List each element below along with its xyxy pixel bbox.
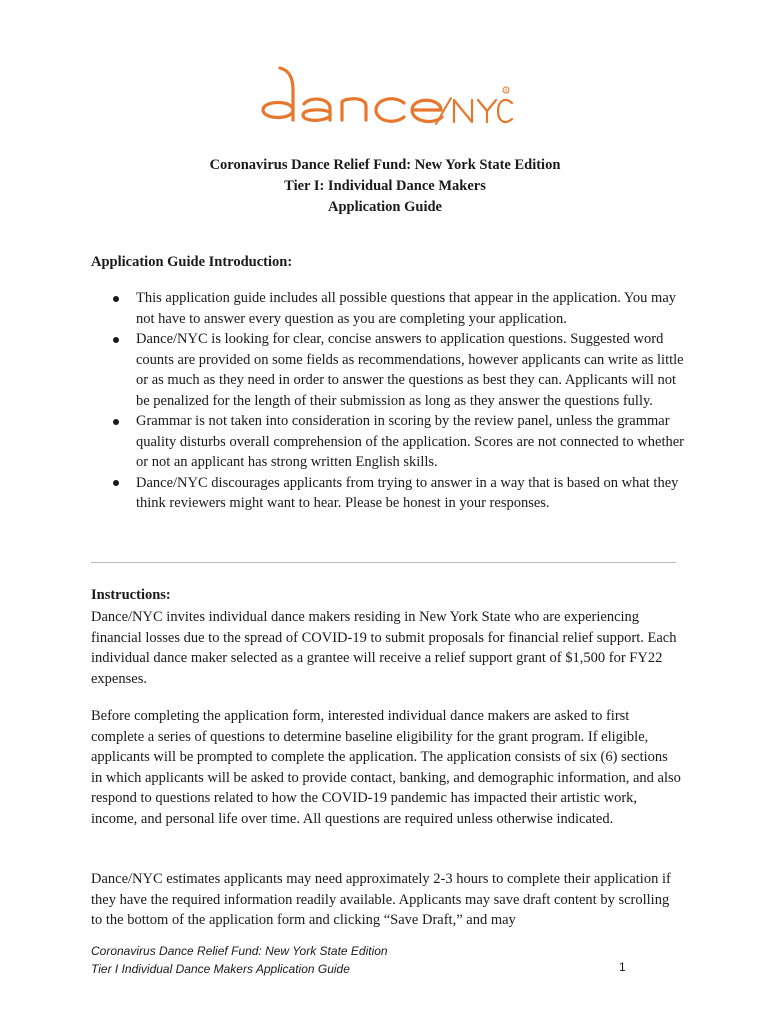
bullet-text: Grammar is not taken into consideration in scoring by the review panel, unless the grammar quality disturbs overall comprehension of the application. Scores are not connected to whether or not an applicant has strong written English skills. [136,413,685,470]
list-item [91,288,687,329]
bullet-text: This application guide includes all possible questions that appear in the application. You may not have to answer every question as you are completing your application. [136,290,677,327]
intro-heading: Application Guide Introduction: [91,254,293,270]
section-divider [91,562,676,563]
intro-bullet-list [91,288,687,514]
footer-line-1: Coronavirus Dance Relief Fund: New York State Edition [91,944,388,958]
instructions-heading: Instructions: [91,587,171,603]
instructions-paragraph-3: Dance/NYC estimates applicants may need approximately 2-3 hours to complete their application if they have the required information readily available. Applicants may save draft content by scrolling to the bottom of the application form and clicking “Save Draft,” and may [91,871,671,928]
title-line-2: Tier I: Individual Dance Makers [284,178,486,194]
title-line-1: Coronavirus Dance Relief Fund: New York State Edition [209,157,561,173]
list-item [91,411,687,473]
bullet-icon [113,337,119,343]
bullet-icon [113,419,119,425]
instructions-paragraph-1: Dance/NYC invites individual dance makers residing in New York State who are experiencing financial losses due to the spread of COVID-19 to submit proposals for financial relief support. Each individual dance maker selected as a grantee will receive a relief support grant of $1,500 for FY22 expenses. [91,609,677,687]
title-line-3: Application Guide [327,199,442,215]
bullet-icon [113,480,119,486]
dance-nyc-logo [258,62,514,138]
bullet-text: Dance/NYC discourages applicants from trying to answer in a way that is based on what they think reviewers might want to hear. Please be honest in your responses. [136,474,679,511]
list-item [91,329,687,411]
svg-text:®: ® [504,88,509,93]
bullet-text: Dance/NYC is looking for clear, concise answers to application questions. Suggested word counts are provided on some fields as recommendations, however applicants can write as little or as much as they need in order to answer the questions as best they can. Applicants will not be penalized for the length of their submission as long as they answer the questions fully. [136,331,684,409]
instructions-paragraph-2: Before completing the application form, interested individual dance makers are asked to first complete a series of questions to determine baseline eligibility for the grant program. If eligible, applicants will be prompted to complete the application. The application consists of six (6) sections in which applicants will be asked to provide contact, banking, and demographic information, and also respond to questions related to how the COVID-19 pandemic has impacted their artistic work, income, and personal life over time. All questions are required unless otherwise indicated. [91,708,681,827]
document-title [0,155,770,218]
bullet-icon [113,296,119,302]
footer-line-2: Tier I Individual Dance Makers Application Guide [91,962,350,976]
list-item [91,473,687,514]
page-number: 1 [619,960,626,974]
page-footer [91,942,631,978]
